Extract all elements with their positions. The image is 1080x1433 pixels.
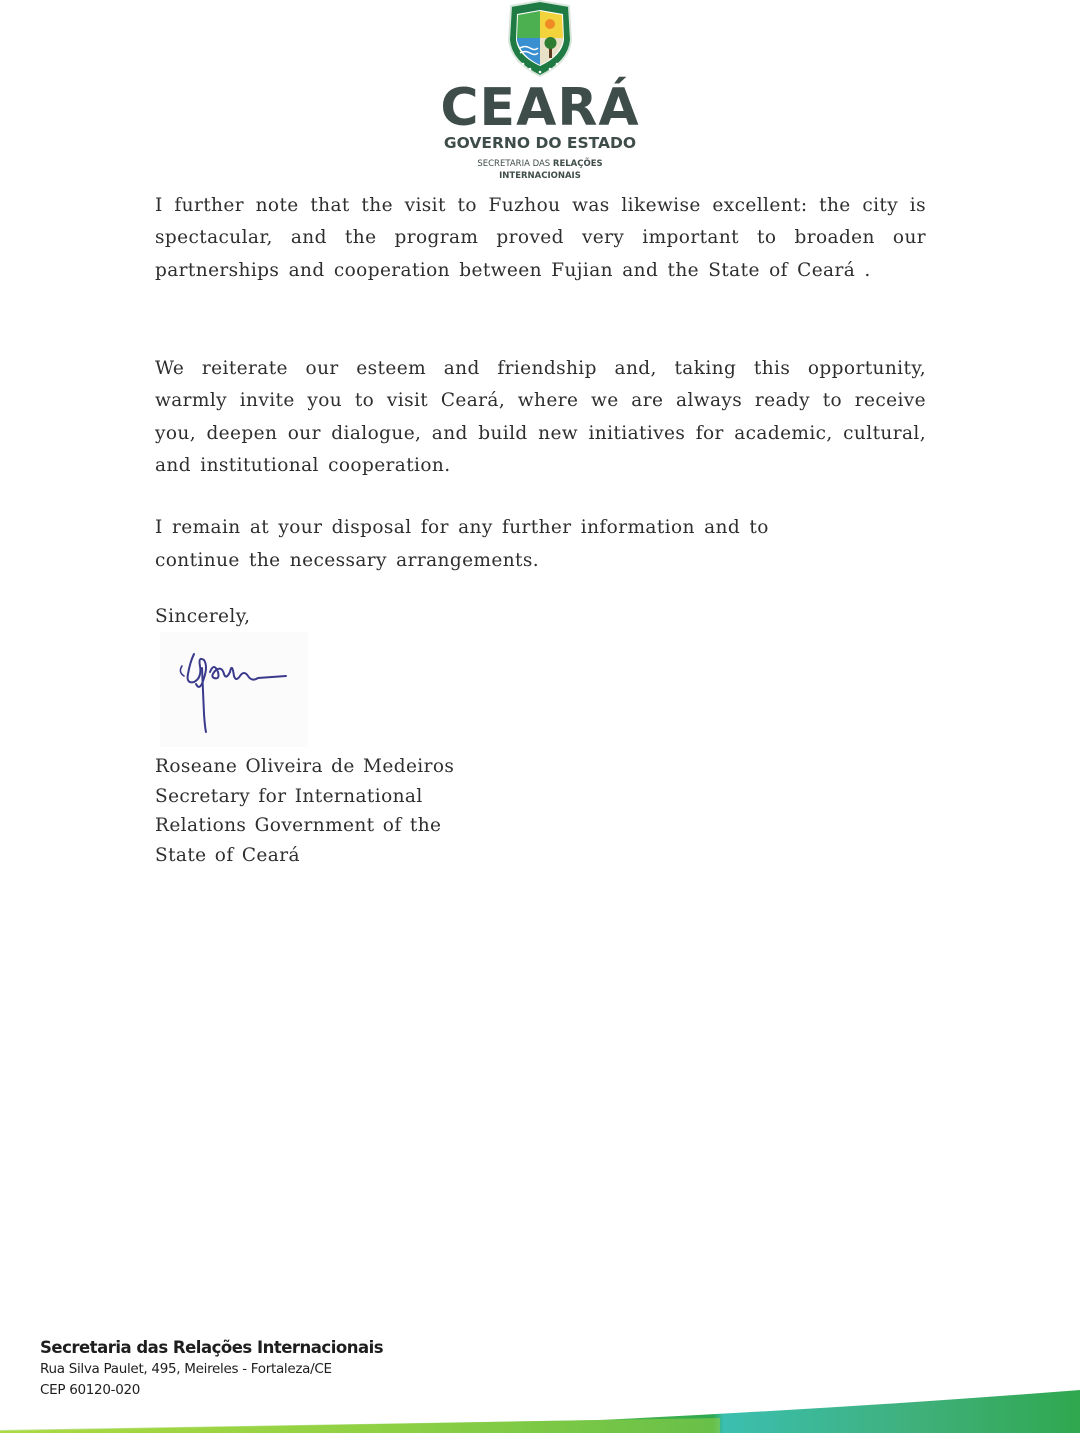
signer-title-line-2: Relations Government of the [155,815,442,837]
letterhead [0,0,1080,190]
paragraph-visit: I further note that the visit to Fuzhou was likewise excellent: the city is spectacular, and the program proved very important to broaden our partnerships and cooperation between Fujian and the State of Ceará . [155,195,926,281]
signer-block [155,752,454,871]
department-line-1 [0,159,1080,170]
signer-name: Roseane Oliveira de Medeiros [155,756,455,777]
footer-color-band [0,1384,1080,1433]
closing-salutation: Sincerely, [155,606,251,627]
footer-postal-line: CEP 60120-020 [40,1382,141,1398]
paragraph-invitation: We reiterate our esteem and friendship and, taking this opportunity, warmly invite you to visit Ceará, where we are always ready to receive you, deepen our dialogue, and build new initiatives for academic, cultural, and institutional cooperation. [155,358,926,476]
signer-title-line-3: State of Ceará [155,845,300,867]
department-line-1-bold: RELAÇÕES [552,159,603,169]
signer-title-line-1: Secretary for International [155,785,423,807]
state-coat-of-arms-icon [503,0,577,78]
handwritten-signature [160,632,308,747]
brand-subtitle: GOVERNO DO ESTADO [443,134,637,152]
paragraph-disposal: I remain at your disposal for any further information and to continue the necessary arrangements. [155,517,769,571]
department-line-2: INTERNACIONAIS [499,171,581,181]
department-line-1-regular: SECRETARIA DAS [477,159,553,169]
footer-title: Secretaria das Relações Internacionais [40,1338,384,1357]
footer-address-line: Rua Silva Paulet, 495, Meireles - Fortaleza/CE [40,1361,332,1377]
brand-name: CEARÁ [440,78,640,138]
